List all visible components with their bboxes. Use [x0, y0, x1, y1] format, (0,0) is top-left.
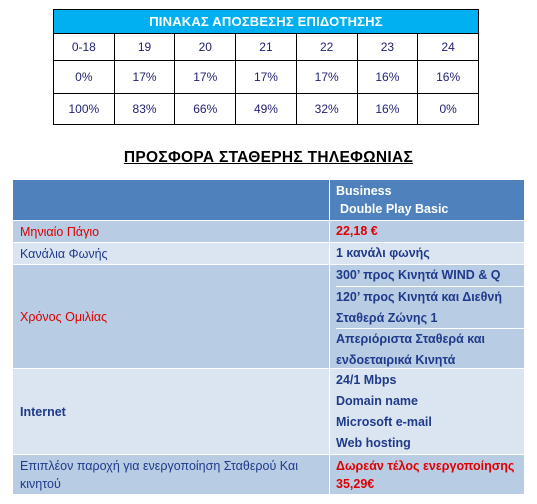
activation-label: Επιπλέον παροχή για ενεργοποίηση Σταθερού Και κινητού [13, 455, 330, 495]
offer-header-line2: Double Play Basic [340, 202, 449, 216]
table-row [13, 243, 525, 265]
remaining-cell: 0% [418, 94, 479, 125]
table-row [13, 221, 525, 243]
internet-item: 24/1 Mbps [336, 372, 397, 387]
offer-header-line1: Business [336, 184, 392, 198]
table-row [54, 94, 479, 125]
voice-channels-label: Κανάλια Φωνής [13, 243, 330, 265]
offer-table [12, 179, 525, 495]
table-row [54, 34, 479, 61]
rate-cell: 17% [175, 61, 236, 94]
internet-item: Web hosting [336, 435, 411, 450]
remaining-cell: 100% [54, 94, 115, 125]
month-cell: 22 [296, 34, 357, 61]
rate-cell: 17% [114, 61, 175, 94]
month-cell: 0-18 [54, 34, 115, 61]
table-row [13, 265, 525, 369]
table-row [13, 369, 525, 455]
table-row [54, 61, 479, 94]
month-cell: 19 [114, 34, 175, 61]
offer-title: ΠΡΟΣΦΟΡΑ ΣΤΑΘΕΡΗΣ ΤΗΛΕΦΩΝΙΑΣ [123, 149, 414, 166]
remaining-cell: 32% [296, 94, 357, 125]
depreciation-table [53, 9, 479, 125]
internet-values [330, 369, 525, 455]
remaining-cell: 49% [236, 94, 297, 125]
remaining-cell: 16% [357, 94, 418, 125]
talk-time-item: 120’ προς Κινητά και Διεθνή Σταθερά Ζώνης 1 [336, 286, 524, 328]
internet-label: Internet [13, 369, 330, 455]
rate-cell: 16% [418, 61, 479, 94]
depreciation-table-title: ΠΙΝΑΚΑΣ ΑΠΟΣΒΕΣΗΣ ΕΠΙΔΟΤΗΣΗΣ [54, 10, 479, 34]
monthly-fee-value: 22,18 € [330, 221, 525, 243]
talk-time-values [330, 265, 525, 369]
remaining-cell: 83% [114, 94, 175, 125]
activation-value-line1: Δωρεάν τέλος ενεργοποίησης [336, 458, 515, 473]
table-row [13, 455, 525, 495]
internet-item: Microsoft e-mail [336, 414, 432, 429]
offer-header-row [13, 180, 525, 221]
voice-channels-value: 1 κανάλι φωνής [330, 243, 525, 265]
remaining-cell: 66% [175, 94, 236, 125]
rate-cell: 17% [236, 61, 297, 94]
month-cell: 20 [175, 34, 236, 61]
month-cell: 23 [357, 34, 418, 61]
month-cell: 21 [236, 34, 297, 61]
talk-time-item: 300’ προς Κινητά WIND & Q [336, 268, 501, 282]
talk-time-label: Χρόνος Ομιλίας [13, 265, 330, 369]
activation-value-line2: 35,29€ [336, 476, 375, 491]
offer-header-empty-cell [13, 180, 330, 221]
offer-header-cell [330, 180, 525, 221]
rate-cell: 16% [357, 61, 418, 94]
talk-time-item: Απεριόριστα Σταθερά και ενδοεταιρικά Κινητά [336, 328, 524, 368]
rate-cell: 17% [296, 61, 357, 94]
month-cell: 24 [418, 34, 479, 61]
rate-cell: 0% [54, 61, 115, 94]
activation-value [330, 455, 525, 495]
internet-item: Domain name [336, 393, 418, 408]
monthly-fee-label: Μηνιαίο Πάγιο [13, 221, 330, 243]
